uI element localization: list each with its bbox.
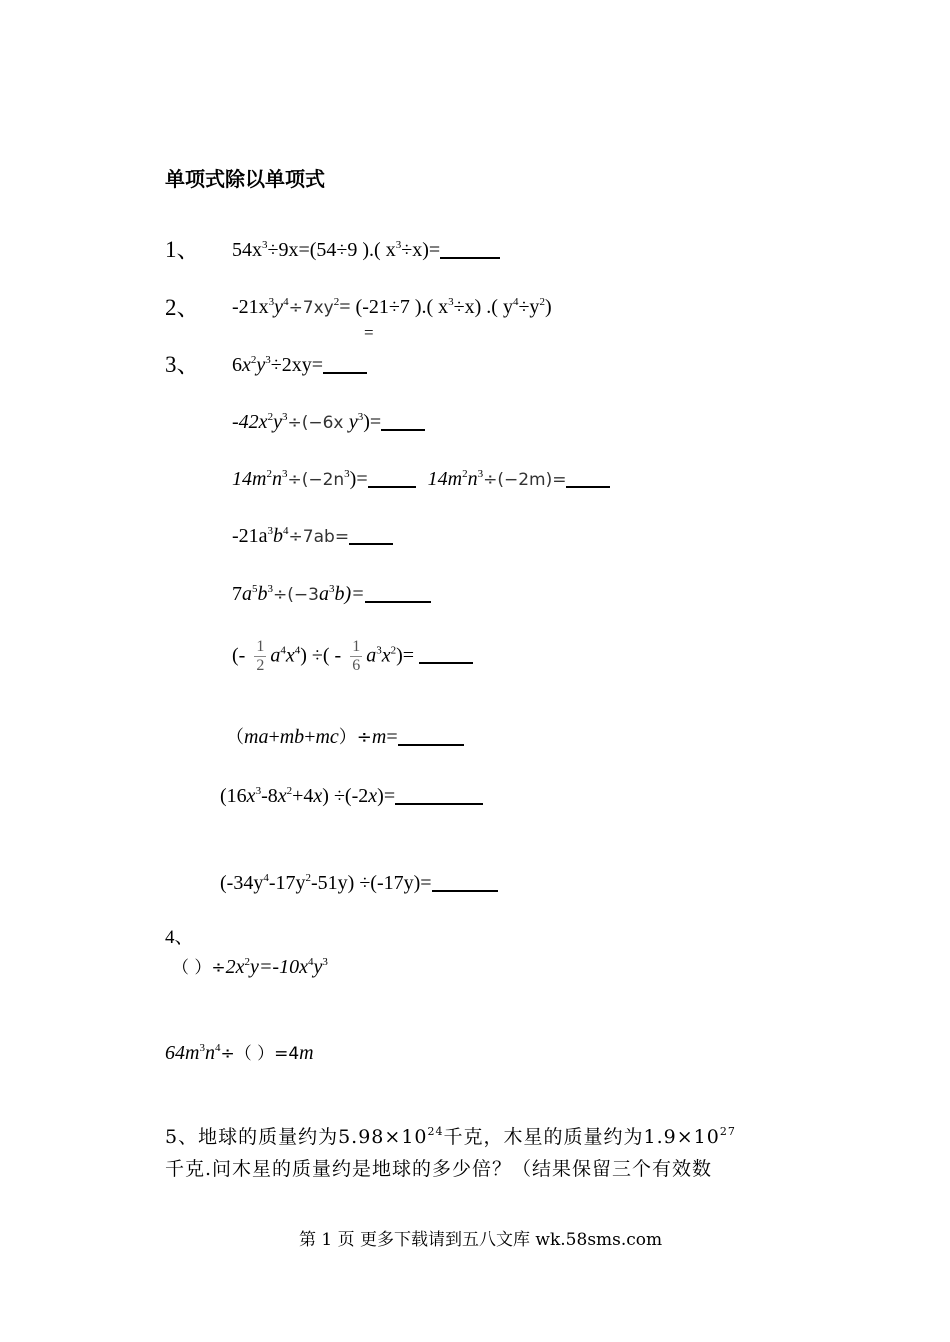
question-3c-equation: $14m^2n^3\div(-2n^3)= 14m^2n^3\div(-2m)=$ [232,469,610,489]
question-3e-equation: $7a^5b^3\div(-3a^3b)=$ [232,584,431,604]
answer-blank[interactable] [365,600,431,603]
question-4b-equation: $64m^3n^4\div$（ ）=4m [165,1042,314,1064]
answer-blank[interactable] [432,889,498,892]
answer-blank[interactable] [368,485,416,488]
answer-blank[interactable] [349,542,393,545]
answer-blank[interactable] [395,802,483,805]
answer-blank[interactable] [323,371,367,374]
question-3h-equation: $(16x^3-8x^2+4x) \div(-2x)=$ [220,786,483,806]
question-3d-equation: $-21a^3b^4\div 7ab=$ [232,526,393,546]
question-3g-equation: （ma+mb+mc）÷m= [226,727,464,747]
question-number-1: 1、 [165,237,200,262]
fraction-one-half: $\frac{1}{2}$ [256,638,265,675]
question-number-4: 4、 [165,927,194,948]
fraction-one-sixth: $\frac{1}{6}$ [352,638,361,675]
answer-blank[interactable] [440,256,500,259]
question-5-line-1: 5、地球的质量约为$5.98\times 10^{24}$千克，木星的质量约为$1.9\times 10^{27}$ [165,1125,736,1148]
answer-blank[interactable] [381,428,425,431]
answer-blank[interactable] [419,661,473,664]
question-number-2: 2、 [165,295,200,320]
question-2-equation: $-21x^3y^4\div 7xy^2= (-21\div 7$ ).( $x^3\div x$) .( $y^4\div y^2$) [232,296,552,318]
question-3b-equation: $-42x^2y^3\div(-6x$ $y^3)=$ [232,412,425,432]
answer-blank[interactable] [566,485,610,488]
page-title: 单项式除以单项式 [165,167,325,191]
question-3f-equation: (- $\frac{1}{2}$ $a^4x^4$) ÷( - $\frac{1}{6}$ $a^3x^2)=$ [232,638,473,676]
question-2-equals: = [364,323,374,342]
question-5-line-2: 千克.问木星的质量约是地球的多少倍？（结果保留三个有效数 [165,1158,713,1180]
question-4a-equation: （ ）$\div 2x^2y=-10x^4y^3$ [172,956,328,978]
question-3i-equation: $(-34y^4-17y^2-51y) \div(-17y)=$ [220,873,498,893]
question-3a-equation: $6x^2y^3\div 2xy=$ [232,355,367,375]
question-number-3: 3、 [165,352,200,377]
answer-blank[interactable] [398,743,464,746]
page-footer: 第 1 页 更多下载请到五八文库 wk.58sms.com [299,1230,663,1250]
question-1-equation: $54x^3\div 9x=(54\div 9$ ).( $x^3\div x)=$ [232,240,500,260]
